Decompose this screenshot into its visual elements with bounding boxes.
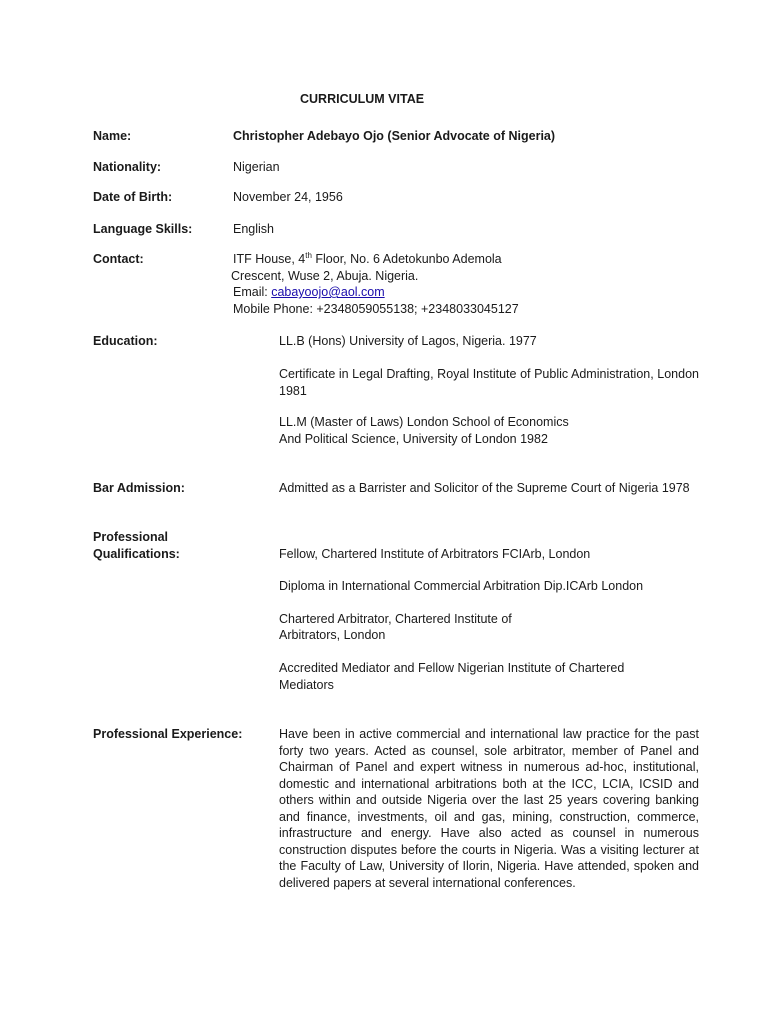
education-item-3a: LL.M (Master of Laws) London School of Economics [279, 415, 569, 429]
name-value: Christopher Adebayo Ojo (Senior Advocate of Nigeria) [233, 129, 556, 143]
experience-label: Professional Experience: [93, 727, 243, 741]
qualification-item-3b: Arbitrators, London [279, 628, 386, 642]
dob-value: November 24, 1956 [233, 190, 343, 204]
language-value: English [233, 222, 274, 236]
language-label: Language Skills: [93, 222, 193, 236]
phone-line: Mobile Phone: +2348059055138; +2348033045127 [233, 301, 519, 316]
contact-label: Contact: [93, 252, 144, 266]
document-title: CURRICULUM VITAE [300, 92, 425, 106]
address-line-2: Crescent, Wuse 2, Abuja. Nigeria. [231, 268, 419, 283]
qualifications-label-line2: Qualifications: [93, 547, 180, 561]
bar-label: Bar Admission: [93, 481, 185, 495]
nationality-label: Nationality: [93, 160, 162, 174]
contact-block [233, 251, 519, 317]
education-item-1: LL.B (Hons) University of Lagos, Nigeria. 1977 [279, 334, 537, 348]
email-link[interactable]: cabayoojo@aol.com [271, 285, 385, 299]
education-item-3b: And Political Science, University of London 1982 [279, 432, 548, 446]
qualification-item-4a: Accredited Mediator and Fellow Nigerian Institute of Chartered [279, 661, 625, 675]
qualification-item-2: Diploma in International Commercial Arbitration Dip.ICArb London [279, 579, 644, 593]
qualifications-label-line1: Professional [93, 530, 169, 544]
bar-value: Admitted as a Barrister and Solicitor of the Supreme Court of Nigeria 1978 [279, 481, 690, 495]
education-item-2: Certificate in Legal Drafting, Royal Institute of Public Administration, London 1981 [279, 367, 699, 398]
name-label: Name: [93, 129, 132, 143]
address-line-1: ITF House, 4th Floor, No. 6 Adetokunbo Ademola [233, 250, 502, 266]
email-line: Email: cabayoojo@aol.com [233, 285, 385, 299]
experience-value: Have been in active commercial and international law practice for the past forty two years. Acted as counsel, sole arbitrator, member of Panel and Chairman of Panel and expert witness in numerous ad-hoc, institutional, domestic and international arbitrations both at the ICC, LCIA, ICSID and others within and outside Nigeria over the last 25 years covering banking and finance, investments, oil and gas, mining, construction, commerce, infrastructure and energy. Have also acted as counsel in numerous construction disputes before the courts in Nigeria. Was a visiting lecturer at the Faculty of Law, University of Ilorin, Nigeria. Have attended, spoken and delivered papers at several international conferences. [279, 727, 699, 890]
qualification-item-1: Fellow, Chartered Institute of Arbitrators FCIArb, London [279, 547, 591, 561]
dob-label: Date of Birth: [93, 190, 173, 204]
education-label: Education: [93, 334, 158, 348]
nationality-value: Nigerian [233, 160, 280, 174]
qualification-item-3a: Chartered Arbitrator, Chartered Institute of [279, 612, 512, 626]
qualification-item-4b: Mediators [279, 678, 334, 692]
